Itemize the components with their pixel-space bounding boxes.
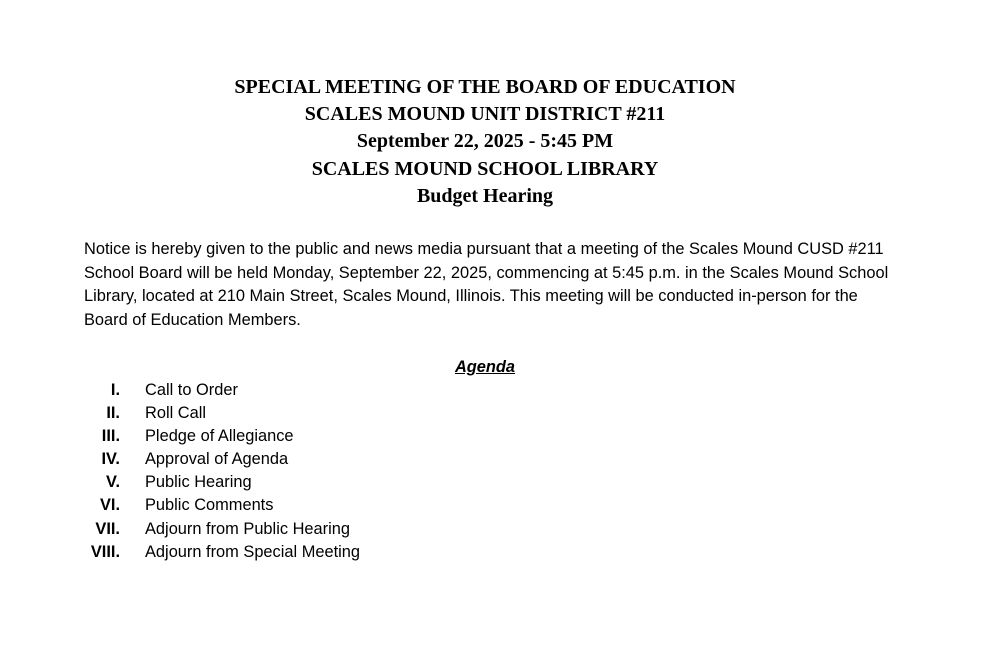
agenda-item-number: III. xyxy=(101,427,120,446)
agenda-item-number: VII. xyxy=(95,519,120,538)
agenda-item-text: Call to Order xyxy=(145,381,238,399)
agenda-heading: Agenda xyxy=(454,358,516,376)
agenda-item-number: I. xyxy=(110,381,120,399)
agenda-item-text: Public Hearing xyxy=(145,473,252,492)
agenda-item-text: Roll Call xyxy=(145,404,207,423)
header-location: SCALES MOUND SCHOOL LIBRARY xyxy=(311,157,659,180)
header-district: SCALES MOUND UNIT DISTRICT #211 xyxy=(304,103,666,126)
agenda-item-number: VI. xyxy=(99,496,120,515)
agenda-item-number: II. xyxy=(106,404,120,423)
agenda-item-number: V. xyxy=(106,473,120,492)
agenda-item-text: Public Comments xyxy=(145,496,274,515)
header-date-time: September 22, 2025 - 5:45 PM xyxy=(356,130,614,153)
agenda-item-text: Adjourn from Special Meeting xyxy=(145,542,361,561)
agenda-item-text: Adjourn from Public Hearing xyxy=(145,519,350,538)
agenda-item-text: Approval of Agenda xyxy=(145,450,289,469)
document-header xyxy=(0,74,970,210)
agenda-item-number: VIII. xyxy=(90,542,120,561)
notice-paragraph: Notice is hereby given to the public and news media pursuant that a meeting of the Scales Mound CUSD #211 School Board will be held Monday, September 22, 2025, commencing at 5:45 p.m. in the Scales Mound School Library, located at 210 Main Street, Scales Mound, Illinois. This meeting will be conducted in-person for the Board of Education Members. xyxy=(84,240,889,329)
header-title: SPECIAL MEETING OF THE BOARD OF EDUCATION xyxy=(234,76,736,98)
agenda-item-number: IV. xyxy=(101,450,120,469)
agenda-item-text: Pledge of Allegiance xyxy=(145,427,294,446)
header-subject: Budget Hearing xyxy=(416,184,554,207)
